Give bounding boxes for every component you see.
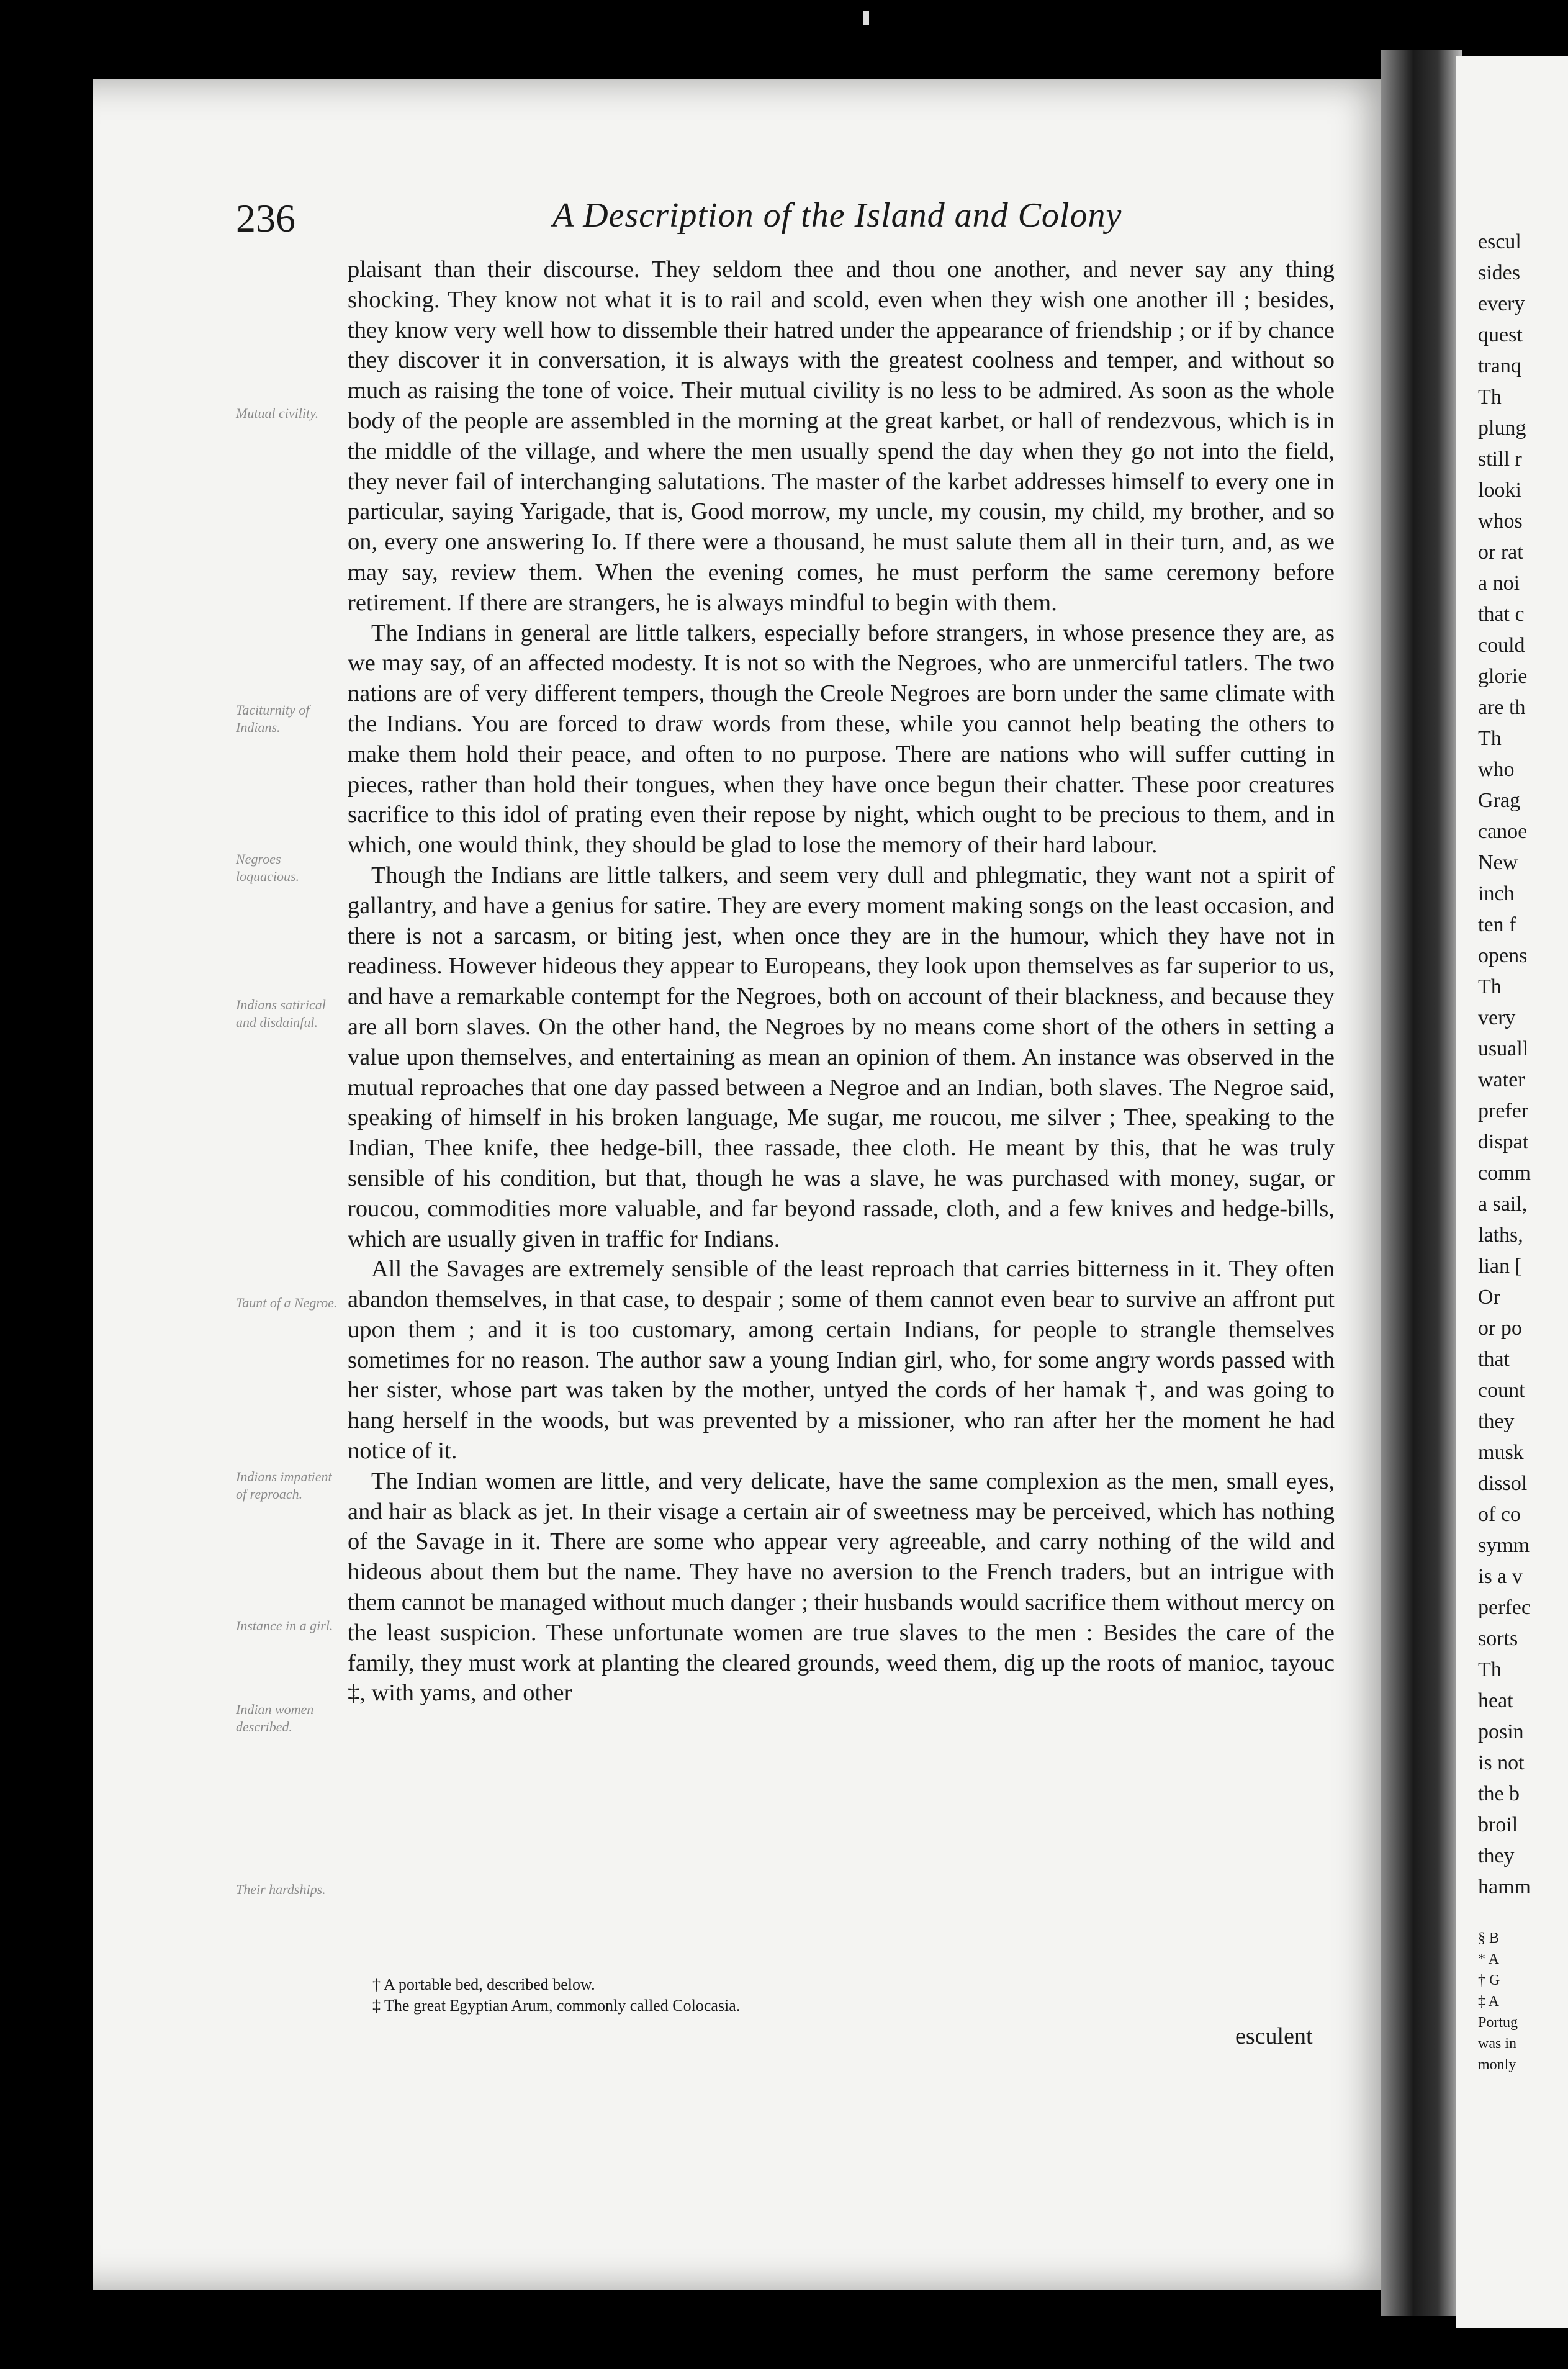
facing-line: is a v xyxy=(1478,1565,1523,1588)
book-gutter xyxy=(1381,50,1462,2316)
facing-line: lian [ xyxy=(1478,1255,1522,1278)
facing-line: could xyxy=(1478,634,1525,657)
facing-line: every xyxy=(1478,292,1525,315)
paragraph: Though the Indians are little talkers, and seem very dull and phlegmatic, they want not a spirit of gallantry, and have a genius for satire. They are every moment making songs on the least occasion, and there is not a sarcasm, or biting jest, when once they are in the humour, which they have not in readiness. However hideous they appear to Europeans, they look upon themselves as far superior to us, and have a remarkable contempt for the Negroes, both on account of their blackness, and because they are all born slaves. On the other hand, the Negroes by no means come short of the others in setting a value upon themselves, and entertaining as mean an opinion of them. An instance was observed in the mutual reproaches that one day passed between a Negroe and an Indian, both slaves. The Negroe said, speaking of himself in his broken language, Me sugar, me roucou, me silver ; Thee, speaking to the Indian, Thee knife, thee hedge-bill, thee rassade, thee cloth. He meant by this, that he was truly sensible of his condition, but that, though he was a slave, he was purchased with money, sugar, or roucou, commodities more valuable, and far beyond rassade, cloth, and a few knives and hedge-bills, which are usually given in traffic for Indians. xyxy=(348,862,1335,1252)
facing-line: quest xyxy=(1478,323,1523,346)
facing-line: who xyxy=(1478,758,1515,781)
margin-note: Mutual civility. xyxy=(236,405,319,421)
facing-line: glorie xyxy=(1478,665,1528,688)
facing-line: tranq xyxy=(1478,354,1521,377)
facing-line: a noi xyxy=(1478,572,1520,595)
facing-footnote-line: Portug xyxy=(1478,2015,1518,2031)
facing-line: canoe xyxy=(1478,820,1528,843)
facing-line: or rat xyxy=(1478,541,1523,564)
facing-line: a sail, xyxy=(1478,1193,1528,1216)
facing-line: of co xyxy=(1478,1503,1521,1526)
facing-footnote-line: monly xyxy=(1478,2057,1516,2073)
facing-line: inch xyxy=(1478,882,1515,905)
facing-line: sides xyxy=(1478,261,1520,284)
page-number: 236 xyxy=(236,196,295,240)
footnote: † A portable bed, described below. xyxy=(372,1975,595,1993)
facing-line: escul xyxy=(1478,230,1521,253)
facing-line: Th xyxy=(1478,1658,1502,1681)
margin-note: Negroes loquacious. xyxy=(236,851,300,884)
facing-line: dissol xyxy=(1478,1472,1528,1495)
facing-page-text xyxy=(1456,227,1568,2075)
facing-line: laths, xyxy=(1478,1224,1523,1247)
facing-line: New xyxy=(1478,851,1518,874)
facing-line: Th xyxy=(1478,727,1502,750)
footnote: ‡ The great Egyptian Arum, commonly called Colocasia. xyxy=(372,1997,741,2015)
paragraph: All the Savages are extremely sensible of the least reproach that carries bitterness in it. They often abandon themselves, in that case, to despair ; some of them cannot even bear to survive an affront put upon them ; and it is too customary, among certain Indians, for people to strangle themselves sometimes for no reason. The author saw a young Indian girl, who, for some angry words passed with her sister, whose part was taken by the mother, untyed the cords of her hamak †, and was going to hang herself in the woods, but was prevented by a missioner, who ran after her the moment he had notice of it. xyxy=(348,1256,1335,1464)
facing-line: water xyxy=(1478,1068,1525,1091)
facing-line: sorts xyxy=(1478,1627,1518,1650)
facing-line: perfec xyxy=(1478,1596,1531,1619)
facing-line: Th xyxy=(1478,386,1502,408)
catchword: esculent xyxy=(1235,2023,1313,2049)
facing-line: Or xyxy=(1478,1286,1500,1309)
margin-note: Indians impatient of reproach. xyxy=(236,1469,332,1502)
facing-line: that xyxy=(1478,1348,1510,1371)
facing-footnote-line: § B xyxy=(1478,1930,1500,1946)
facing-line: looki xyxy=(1478,479,1521,502)
facing-footnote-line: ‡ A xyxy=(1478,1993,1500,2010)
facing-line: comm xyxy=(1478,1162,1531,1184)
paragraph: The Indians in general are little talkers, especially before strangers, in whose presence they are, as we may say, of an affected modesty. It is not so with the Negroes, who are unmerciful tatlers. The two nations are of very different tempers, though the Creole Negroes are born under the same climate with the Indians. You are forced to draw words from these, while you cannot help beating the others to make them hold their peace, and often to no purpose. There are nations who will suffer cutting in pieces, rather than hold their tongues, when they have once begun their chatter. These poor creatures sacrifice to this idol of prating even their repose by night, which ought to be precious to them, and in which, one would think, they should be glad to lose the memory of their hard labour. xyxy=(348,620,1335,859)
margin-note: Indians satirical and disdainful. xyxy=(236,997,326,1030)
facing-line: the b xyxy=(1478,1782,1520,1805)
scan-mark xyxy=(863,11,869,25)
paragraph: plaisant than their discourse. They seldom thee and thou one another, and never say any thing shocking. They know not what it is to rail and scold, even when they wish one another ill ; besides, they know very well how to dissemble their hatred under the appearance of friendship ; or if by chance they discover it in conversation, it is always with the greatest coolness and temper, and without so much as raising the tone of voice. Their mutual civility is no less to be admired. As soon as the whole body of the people are assembled in the morning at the great karbet, or hall of rendezvous, which is in the middle of the village, and where the men usually spend the day when they go not into the field, they never fail of interchanging salutations. The master of the karbet addresses himself to every one in particular, saying Yarigade, that is, Good morrow, my uncle, my cousin, my child, my brother, and so on, every one answering Io. If there were a thousand, he must salute them all in their turn, and, as we may say, review them. When the evening comes, he must perform the same ceremony before retirement. If there are strangers, he is always mindful to begin with them. xyxy=(348,256,1335,616)
facing-page xyxy=(1456,56,1568,2328)
paragraph: The Indian women are little, and very delicate, have the same complexion as the men, small eyes, and hair as black as jet. In their visage a certain air of sweetness may be perceived, which has nothing of the Savage in it. There are some who appear very agreeable, and carry nothing of the wild and hideous about them but the name. They have no aversion to the French traders, but an intrigue with them cannot be managed without much danger ; their husbands would sacrifice them without mercy on the least suspicion. These unfortunate women are true slaves to the men : Besides the care of the family, they must work at planting the cleared grounds, weed them, dig up the roots of manioc, tayouc ‡, with yams, and other xyxy=(348,1468,1335,1707)
facing-line: ten f xyxy=(1478,913,1516,936)
facing-line: posin xyxy=(1478,1720,1524,1743)
facing-line: broil xyxy=(1478,1813,1518,1836)
facing-line: heat xyxy=(1478,1689,1513,1712)
facing-line: Th xyxy=(1478,975,1502,998)
facing-line: is not xyxy=(1478,1751,1525,1774)
facing-line: very xyxy=(1478,1006,1516,1029)
facing-line: still r xyxy=(1478,448,1522,471)
facing-line: usuall xyxy=(1478,1037,1529,1060)
facing-line: they xyxy=(1478,1410,1515,1433)
running-head: A Description of the Island and Colony xyxy=(552,196,1122,235)
facing-line: musk xyxy=(1478,1441,1524,1464)
facing-line: whos xyxy=(1478,510,1523,533)
margin-note: Their hardships. xyxy=(236,1882,326,1897)
facing-line: symm xyxy=(1478,1534,1530,1557)
margin-note: Taunt of a Negroe. xyxy=(236,1295,338,1311)
facing-line: prefer xyxy=(1478,1099,1529,1122)
facing-line: count xyxy=(1478,1379,1525,1402)
margin-note: Instance in a girl. xyxy=(236,1618,333,1633)
footnotes xyxy=(372,1974,1304,2016)
body-text xyxy=(348,255,1335,1708)
facing-footnote-line: was in xyxy=(1478,2036,1516,2052)
facing-line: they xyxy=(1478,1844,1515,1867)
margin-note: Indian women described. xyxy=(236,1702,314,1735)
facing-line: hamm xyxy=(1478,1875,1531,1898)
facing-line: or po xyxy=(1478,1317,1522,1340)
facing-line: Grag xyxy=(1478,789,1520,812)
facing-line: dispat xyxy=(1478,1130,1529,1153)
facing-line: plung xyxy=(1478,417,1526,440)
facing-footnote-line: † G xyxy=(1478,1972,1500,1988)
margin-note: Taciturnity of Indians. xyxy=(236,702,310,735)
facing-line: opens xyxy=(1478,944,1528,967)
facing-footnote-line: * A xyxy=(1478,1951,1500,1967)
facing-line: are th xyxy=(1478,696,1526,719)
facing-line: that c xyxy=(1478,603,1525,626)
